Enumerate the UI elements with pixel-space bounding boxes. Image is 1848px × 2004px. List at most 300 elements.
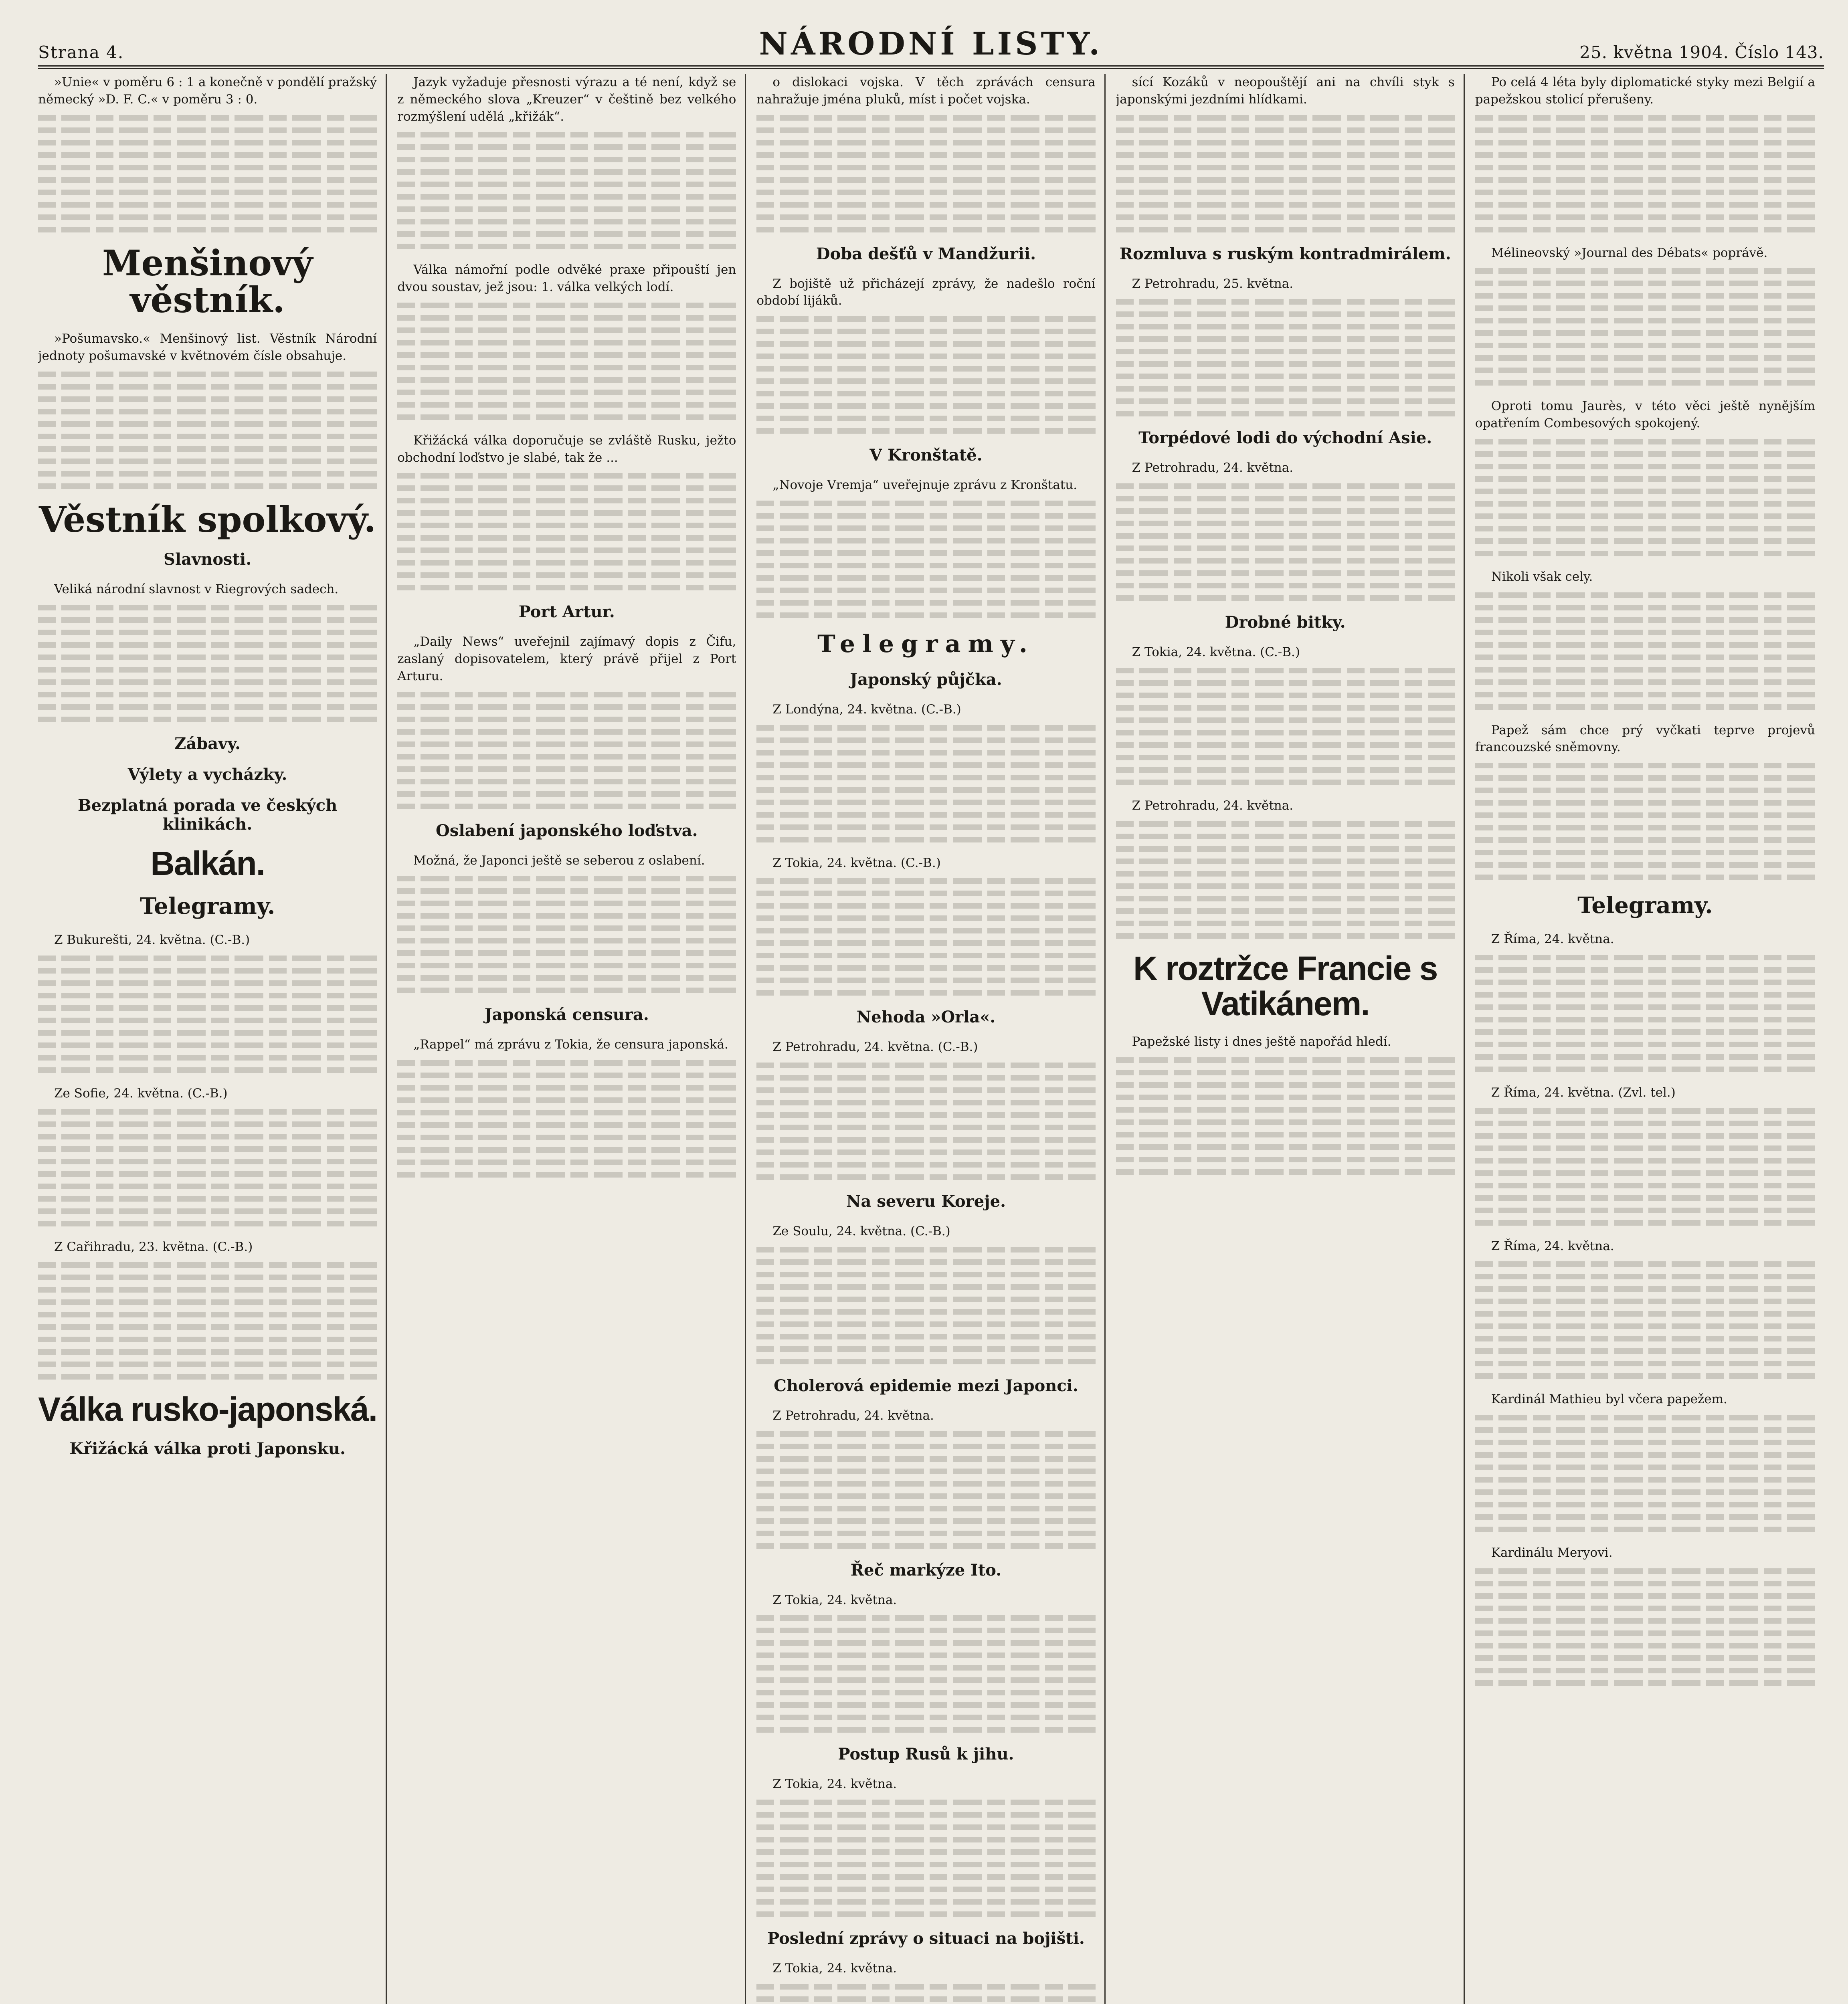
text-line [756,737,1095,743]
text-line [756,1628,1095,1633]
article-text: Z Cařihradu, 23. května. (C.-B.) [54,1239,253,1254]
article-text: Možná, že Japonci ještě se seberou z oslabení. [413,853,705,868]
text-line [38,152,377,158]
section-block [38,1439,377,1458]
text-line [397,303,736,308]
text-line [397,315,736,321]
text-line [1475,1017,1815,1022]
text-line [756,1640,1095,1646]
text-line [1475,1261,1815,1267]
text-line [397,327,736,333]
article-block [397,852,736,994]
section-block [38,498,377,540]
article-text: Veliká národní slavnost v Riegrových sadech. [54,582,339,597]
section-heading: Doba dešťů v Mandžurii. [816,244,1036,263]
text-line [756,563,1095,568]
text-line [756,1506,1095,1511]
text-line [756,1824,1095,1830]
article-text: Oproti tomu Jaurès, v této věci ještě nynějším opatřením Combesových spokojený. [1475,399,1815,431]
text-line [756,1690,1095,1695]
text-line [397,572,736,578]
text-line [38,617,377,623]
text-line [1475,1274,1815,1279]
text-line [397,169,736,175]
text-line [38,1221,377,1226]
text-line [1475,967,1815,973]
text-line [1475,617,1815,623]
text-line [756,1125,1095,1130]
text-lines-placeholder [756,1431,1095,1549]
text-line [1116,152,1455,158]
article-text: Z Říma, 24. května. [1491,932,1614,947]
text-line [1475,1655,1815,1661]
text-line [756,1727,1095,1733]
text-line [756,341,1095,347]
section-block [38,1392,377,1427]
text-lines-placeholder [1116,299,1455,416]
text-line [756,1259,1095,1265]
text-line [1116,705,1455,711]
text-line [1475,476,1815,482]
text-line [1475,1348,1815,1354]
text-line [1475,281,1815,286]
article-block [756,1223,1095,1364]
text-line [756,1112,1095,1118]
article-text: sící Kozáků v neopouštějí ani na chvíli styk s japonskými jezdními hlídkami. [1116,75,1455,107]
article-text: „Rappel“ má zprávu z Tokia, že censura japonská. [413,1037,728,1052]
section-block [756,244,1095,263]
text-line [397,535,736,541]
article-text: Z Petrohradu, 24. května. (C.-B.) [772,1040,978,1055]
text-line [1475,1029,1815,1035]
section-block [756,670,1095,689]
text-line [756,878,1095,884]
article-block [397,633,736,809]
text-line [1475,1465,1815,1470]
text-line [1475,1680,1815,1686]
text-line [38,1349,377,1355]
text-line [1475,812,1815,818]
text-line [1475,837,1815,843]
columns-area [38,74,1824,2004]
text-line [1116,595,1455,601]
section-heading: Poslední zprávy o situaci na bojišti. [767,1929,1085,1948]
text-line [38,384,377,390]
section-block [756,1008,1095,1026]
text-line [38,704,377,710]
text-line [1116,834,1455,839]
text-line [1116,127,1455,133]
text-line [397,219,736,224]
text-line [1475,513,1815,519]
text-line [38,655,377,660]
section-heading: Balkán. [150,844,265,882]
text-line [1116,908,1455,914]
text-line [1475,630,1815,635]
text-line [38,1196,377,1202]
text-line [756,202,1095,208]
text-line [1475,140,1815,145]
text-line [38,1324,377,1330]
text-line [1116,871,1455,877]
article-block [38,931,377,1073]
section-heading: Menšinový věstník. [102,242,313,321]
text-line [756,501,1095,506]
article-text: Papežské listy i dnes ještě napořád hledí. [1132,1034,1391,1049]
text-line [38,396,377,402]
text-lines-placeholder [38,1262,377,1380]
text-line [756,915,1095,921]
text-line [397,1147,736,1153]
text-line [1475,1415,1815,1420]
article-block [1116,1033,1455,1175]
text-line [756,190,1095,195]
text-line [397,975,736,981]
text-line [756,1321,1095,1327]
text-line [38,372,377,377]
text-line [38,1208,377,1214]
text-line [1116,921,1455,926]
article-text: Mélineovský »Journal des Débats« poprávě. [1491,245,1768,260]
text-lines-placeholder [1116,483,1455,601]
text-line [397,144,736,150]
article-block [397,74,736,249]
text-line [1475,305,1815,311]
text-line [38,115,377,121]
text-line [1475,679,1815,685]
text-line [397,1073,736,1078]
text-line [1116,496,1455,501]
text-line [1116,140,1455,145]
text-lines-placeholder [397,132,736,249]
text-line [1116,1107,1455,1113]
text-line [1116,821,1455,827]
text-line [756,1543,1095,1549]
text-line [756,775,1095,780]
text-line [756,165,1095,170]
text-line [1116,859,1455,864]
article-text: Válka námořní podle odvěké praxe připouští jen dvou soustav, jež jsou: 1. válka velkých lodí. [397,263,736,295]
text-line [756,1075,1095,1081]
text-line [397,157,736,162]
text-line [38,980,377,986]
text-line [1475,1004,1815,1010]
text-line [1116,533,1455,539]
text-line [1475,451,1815,457]
text-line [756,1272,1095,1277]
text-line [1116,115,1455,121]
text-line [756,1137,1095,1143]
column-4 [1116,74,1465,2004]
article-text: Z Petrohradu, 24. května. [1132,461,1294,475]
text-line [1116,190,1455,195]
section-block [38,550,377,569]
text-line [756,1996,1095,2002]
text-line [38,1067,377,1073]
text-lines-placeholder [1475,115,1815,232]
section-heading: Věstník spolkový. [39,498,376,540]
text-line [1475,1145,1815,1151]
text-line [1116,896,1455,901]
text-line [1475,1299,1815,1304]
article-text: o dislokaci vojska. V těch zprávách censura nahražuje jména pluků, míst i počet vojska. [756,75,1096,107]
article-text: Z Říma, 24. května. (Zvl. tel.) [1491,1085,1676,1100]
text-line [397,340,736,345]
text-line [756,513,1095,519]
text-line [1475,800,1815,806]
text-line [1475,343,1815,348]
text-line [756,115,1095,121]
text-line [1475,1121,1815,1126]
text-lines-placeholder [756,1984,1095,2004]
text-line [38,1362,377,1367]
text-line [1475,1527,1815,1532]
text-line [1475,980,1815,985]
article-block [1475,1084,1815,1226]
text-line [756,1063,1095,1068]
text-line [397,402,736,408]
text-line [38,956,377,961]
article-block [1116,459,1455,601]
text-line [1475,115,1815,121]
text-line [38,446,377,452]
text-line [397,194,736,200]
text-line [1116,933,1455,939]
text-line [1475,1208,1815,1213]
text-line [756,316,1095,322]
text-line [1116,324,1455,329]
section-heading: Torpédové lodi do východní Asie. [1138,428,1432,448]
text-line [1116,1070,1455,1075]
text-line [1475,1568,1815,1574]
text-line [1475,775,1815,781]
text-line [397,498,736,503]
text-line [38,605,377,610]
text-line [756,1812,1095,1818]
text-line [756,1702,1095,1708]
text-line [756,1984,1095,1990]
page-number: Strana 4. [38,42,124,62]
text-lines-placeholder [1475,268,1815,386]
text-line [756,1284,1095,1290]
text-line [1116,693,1455,698]
text-line [38,717,377,722]
text-line [756,891,1095,896]
text-line [756,1518,1095,1524]
text-line [756,940,1095,946]
text-line [756,140,1095,145]
article-text: Z Říma, 24. května. [1491,1238,1614,1253]
text-line [756,953,1095,958]
text-lines-placeholder [38,605,377,722]
text-line [397,988,736,993]
text-line [756,1862,1095,1867]
text-line [756,127,1095,133]
article-text: Z Tokia, 24. května. (C.-B.) [1132,645,1300,660]
text-line [756,366,1095,372]
section-block [756,1561,1095,1580]
text-line [1475,152,1815,158]
text-line [1475,214,1815,220]
text-line [397,704,736,710]
article-block [1475,398,1815,556]
text-line [1475,592,1815,598]
section-heading: Drobné bitky. [1225,613,1346,632]
text-line [1475,127,1815,133]
text-lines-placeholder [1475,439,1815,556]
text-line [1475,1489,1815,1495]
text-line [397,132,736,137]
text-line [756,600,1095,606]
text-line [756,787,1095,793]
text-line [756,428,1095,434]
text-lines-placeholder [38,115,377,232]
text-lines-placeholder [1475,1108,1815,1226]
section-block [38,893,377,919]
section-block [1116,951,1455,1021]
text-lines-placeholder [38,1109,377,1226]
text-lines-placeholder [756,1247,1095,1364]
text-line [1475,1477,1815,1483]
article-text: Z Tokia, 24. května. [772,1961,897,1976]
text-line [756,1297,1095,1302]
text-line [1116,177,1455,183]
text-line [397,244,736,249]
text-line [397,231,736,237]
section-heading: Křižácká válka proti Japonsku. [69,1439,346,1458]
text-line [756,1162,1095,1168]
text-lines-placeholder [1116,668,1455,785]
text-line [1475,177,1815,183]
text-line [756,800,1095,805]
text-line [1475,1054,1815,1060]
text-line [756,824,1095,830]
text-line [1475,1514,1815,1520]
article-text: Nikoli však cely. [1491,569,1593,584]
text-line [397,876,736,881]
text-line [756,1174,1095,1180]
text-line [756,928,1095,933]
text-line [1116,1082,1455,1088]
text-line [756,354,1095,359]
text-line [1475,655,1815,660]
text-line [756,1087,1095,1093]
text-line [397,1122,736,1128]
text-lines-placeholder [756,1615,1095,1733]
text-line [1475,1323,1815,1329]
text-line [1475,1618,1815,1624]
text-line [38,1159,377,1164]
text-line [397,913,736,919]
text-line [1475,1440,1815,1445]
text-line [38,1275,377,1280]
text-line [1116,767,1455,773]
text-line [38,1184,377,1189]
text-lines-placeholder [1475,1415,1815,1532]
text-line [1475,368,1815,373]
text-line [1116,742,1455,748]
text-line [1475,955,1815,960]
text-line [1475,1581,1815,1586]
text-line [1116,780,1455,785]
column-3 [756,74,1105,2004]
section-heading: Telegramy. [817,630,1035,658]
text-line [1475,293,1815,299]
text-line [38,1312,377,1317]
article-block [1475,1391,1815,1532]
text-line [1475,1427,1815,1433]
text-line [397,1172,736,1178]
text-line [397,717,736,722]
text-line [397,804,736,809]
text-line [756,837,1095,842]
article-block [1116,644,1455,785]
section-block [38,765,377,784]
text-line [756,1837,1095,1842]
text-line [1475,692,1815,697]
text-line [756,1874,1095,1880]
text-line [756,1911,1095,1917]
text-line [1475,1630,1815,1636]
text-line [1116,755,1455,760]
article-block [38,1238,377,1380]
text-line [1475,227,1815,232]
text-line [397,510,736,516]
text-line [38,421,377,427]
text-line [397,938,736,943]
text-line [756,1309,1095,1315]
text-line [38,127,377,133]
text-line [38,1109,377,1115]
text-line [397,560,736,566]
issue-date: 25. května 1904. Číslo 143. [1579,42,1824,62]
section-heading: Port Artur. [518,602,615,622]
text-line [756,1444,1095,1449]
text-line [1116,311,1455,317]
text-line [397,182,736,187]
text-line [1475,1195,1815,1201]
article-block [756,1407,1095,1549]
text-line [397,766,736,772]
text-line [397,206,736,212]
text-line [1475,1336,1815,1341]
text-line [1116,349,1455,354]
text-line [756,1715,1095,1720]
text-line [756,1665,1095,1671]
text-line [38,642,377,648]
article-text: Ze Soulu, 24. května. (C.-B.) [772,1224,950,1239]
text-line [1116,846,1455,852]
section-block [1116,244,1455,263]
text-lines-placeholder [1475,763,1815,880]
text-line [397,365,736,370]
text-line [756,525,1095,531]
text-line [756,550,1095,556]
text-line [1116,1057,1455,1063]
text-line [397,1085,736,1091]
text-line [38,667,377,673]
section-block [756,446,1095,465]
text-line [1116,227,1455,232]
text-line [756,903,1095,909]
text-line [1116,386,1455,392]
article-text: Z Petrohradu, 24. května. [772,1408,934,1423]
text-line [38,483,377,489]
text-lines-placeholder [397,303,736,420]
section-heading: Řeč markýze Ito. [850,1560,1002,1580]
text-lines-placeholder [1475,1568,1815,1686]
text-line [1475,268,1815,274]
